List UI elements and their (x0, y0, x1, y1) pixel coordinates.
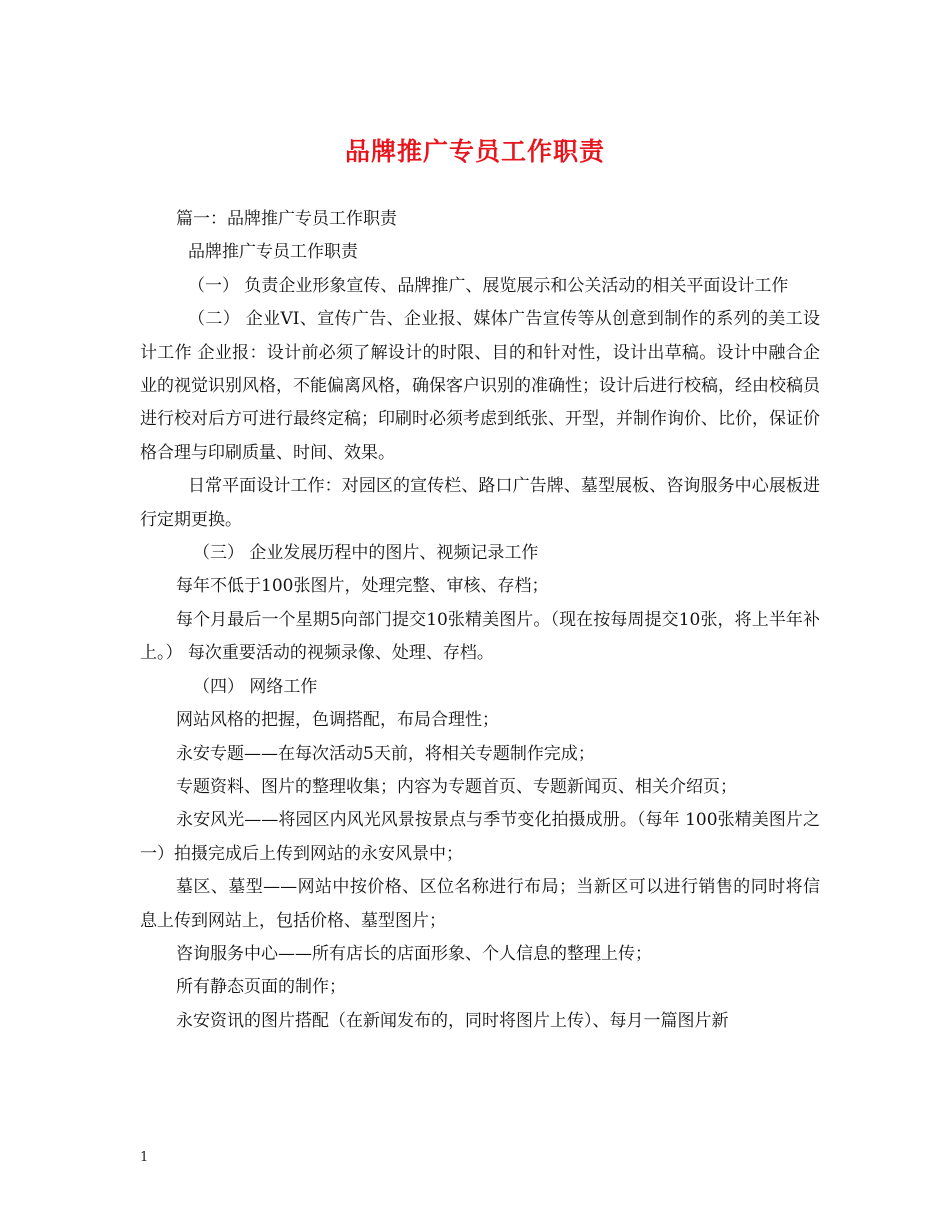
paragraph: 日常平面设计工作：对园区的宣传栏、路口广告牌、墓型展板、咨询服务中心展板进行定期更换。 (140, 476, 820, 530)
paragraph: 每年不低于100张图片，处理完整、审核、存档； (176, 576, 549, 597)
paragraph: 专题资料、图片的整理收集；内容为专题首页、专题新闻页、相关介绍页； (176, 776, 737, 797)
paragraph: 永安风光——将园区内风光风景按景点与季节变化拍摄成册。（每年 100张精美图片之一）拍摄完成后上传到网站的永安风景中； (140, 810, 820, 864)
paragraph: （三） 企业发展历程中的图片、视频记录工作 (193, 543, 539, 564)
paragraph: 品牌推广专员工作职责 (188, 242, 358, 263)
document-title: 品牌推广专员工作职责 (344, 137, 605, 166)
paragraph: 永安专题——在每次活动5天前，将相关专题制作完成； (176, 743, 595, 764)
paragraph: 永安资讯的图片搭配（在新闻发布的，同时将图片上传）、每月一篇图片新 (176, 1010, 729, 1031)
paragraph: （四） 网络工作 (193, 676, 318, 697)
paragraph: （一） 负责企业形象宣传、品牌推广、展览展示和公关活动的相关平面设计工作 (188, 275, 789, 296)
paragraph: 网站风格的把握，色调搭配，布局合理性； (176, 710, 499, 731)
document-body (140, 203, 820, 1038)
paragraph: （二） 企业VI、宣传广告、企业报、媒体广告宣传等从创意到制作的系列的美工设计工作 企业报：设计前必须了解设计的时限、目的和针对性，设计出草稿。设计中融合企业的视觉识别风格，不能偏离风格，确保客户识别的准确性；设计后进行校稿，经由校稿员进行校对后方可进行最终定稿；印刷时必须考虑到纸张、开型，并制作询价、比价，保证价格合理与印刷质量、时间、效果。 (140, 309, 820, 463)
paragraph: 篇一：品牌推广专员工作职责 (176, 209, 397, 229)
paragraph: 所有静态页面的制作； (176, 977, 346, 998)
paragraph: 墓区、墓型——网站中按价格、区位名称进行布局；当新区可以进行销售的同时将信息上传到网站上，包括价格、墓型图片； (140, 877, 820, 931)
paragraph: 每个月最后一个星期5向部门提交10张精美图片。（现在按每周提交10张，将上半年补上。） 每次重要活动的视频录像、处理、存档。 (140, 609, 820, 664)
paragraph: 咨询服务中心——所有店长的店面形象、个人信息的整理上传； (176, 943, 652, 964)
page-number: 1 (140, 1150, 149, 1165)
